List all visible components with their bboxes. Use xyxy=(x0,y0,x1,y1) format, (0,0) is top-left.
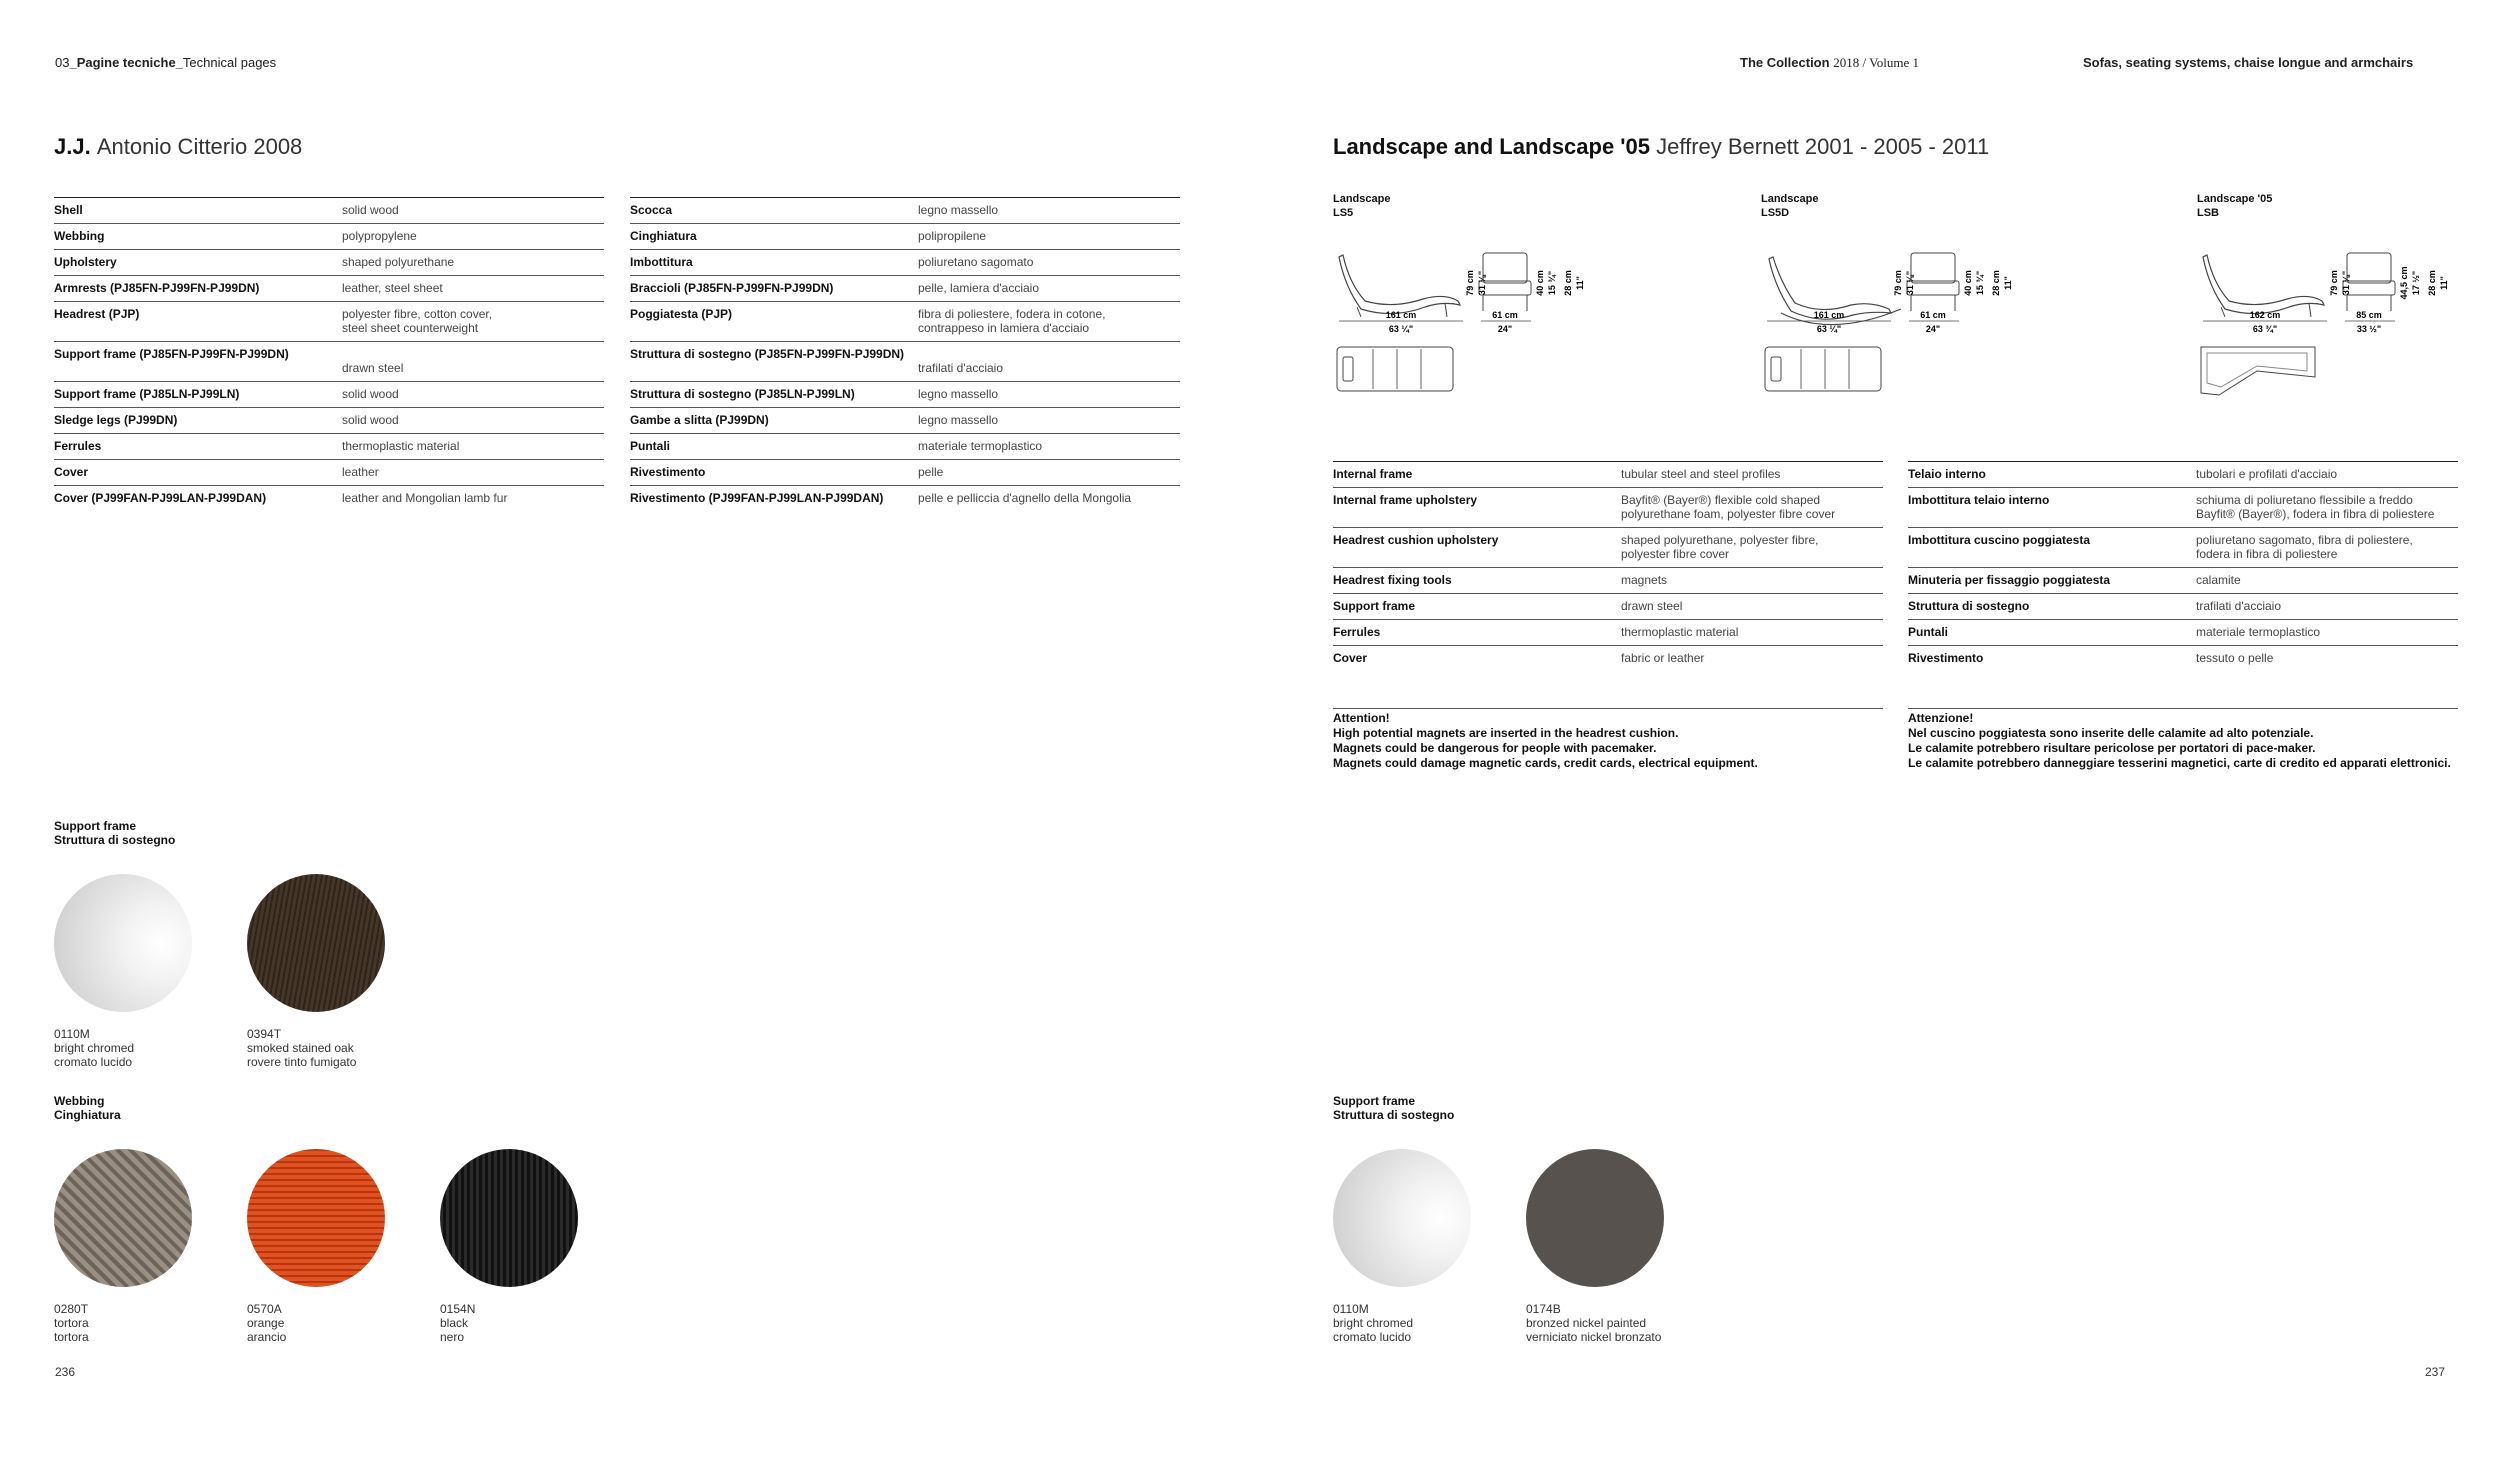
swatch-caption xyxy=(247,1027,356,1069)
spec-row xyxy=(54,198,604,224)
running-header-center xyxy=(1740,55,1919,71)
spec-value: tessuto o pelle xyxy=(2196,646,2458,672)
spec-key: Cover xyxy=(1333,646,1621,672)
swatch-en: orange xyxy=(247,1316,285,1330)
product-model: Landscape '05 xyxy=(2197,193,2273,205)
spec-key: Poggiatesta (PJP) xyxy=(630,302,918,342)
spec-key: Headrest cushion upholstery xyxy=(1333,528,1621,568)
spec-row xyxy=(1908,488,2458,528)
spec-key: Rivestimento (PJ99FAN-PJ99LAN-PJ99DAN) xyxy=(630,486,918,512)
label-en: Support frame xyxy=(54,819,137,833)
spec-row xyxy=(630,198,1180,224)
spec-key: Headrest fixing tools xyxy=(1333,568,1621,594)
top-view xyxy=(1765,347,1881,391)
spec-row xyxy=(630,434,1180,460)
spec-table-en xyxy=(54,197,604,511)
spec-key: Cover xyxy=(54,460,342,486)
dim-height-cm: 40 cm xyxy=(1535,270,1545,296)
spec-value: pelle e pelliccia d'agnello della Mongolia xyxy=(918,486,1180,512)
spec-value: polypropylene xyxy=(342,224,604,250)
spec-key: Braccioli (PJ85FN-PJ99FN-PJ99DN) xyxy=(630,276,918,302)
section-number: 03 xyxy=(55,55,70,70)
swatch-it: verniciato nickel bronzato xyxy=(1526,1330,1662,1344)
spec-value: shaped polyurethane xyxy=(342,250,604,276)
spec-value: poliuretano sagomato xyxy=(918,250,1180,276)
spec-key: Imbottitura xyxy=(630,250,918,276)
side-view xyxy=(1339,255,1460,314)
finish-swatch-0174B xyxy=(1526,1149,1664,1287)
page-number-left: 236 xyxy=(55,1365,76,1379)
spec-value: shaped polyurethane, polyester fibre, polyester fibre cover xyxy=(1621,528,1883,568)
side-view xyxy=(2203,255,2324,314)
dim-height-in: 17 ½" xyxy=(2411,270,2421,296)
dim-depth-cm: 85 cm xyxy=(2356,310,2382,320)
product-title-landscape xyxy=(1333,134,1989,160)
spec-value: materiale termoplastico xyxy=(2196,620,2458,646)
swatch-code: 0174B xyxy=(1526,1302,1561,1316)
spec-value: solid wood xyxy=(342,382,604,408)
label-it: Cinghiatura xyxy=(54,1108,121,1122)
product-label xyxy=(1333,192,1390,220)
top-view xyxy=(2201,347,2315,395)
spec-key: Struttura di sostegno (PJ85FN-PJ99FN-PJ99DN) xyxy=(630,342,918,382)
swatch-caption xyxy=(440,1302,475,1344)
spec-value: leather xyxy=(342,460,604,486)
swatch-it: cromato lucido xyxy=(1333,1330,1412,1344)
spec-row xyxy=(630,276,1180,302)
spec-row xyxy=(630,250,1180,276)
finish-swatch-0110M xyxy=(1333,1149,1471,1287)
spec-key: Internal frame upholstery xyxy=(1333,488,1621,528)
product-model: Landscape xyxy=(1333,193,1391,205)
dim-height-in: 11" xyxy=(2003,276,2013,290)
product-label xyxy=(2197,192,2272,220)
spec-key: Struttura di sostegno (PJ85LN-PJ99LN) xyxy=(630,382,918,408)
dim-width-cm: 162 cm xyxy=(2249,310,2281,320)
spec-row xyxy=(54,250,604,276)
swatch-code: 0110M xyxy=(54,1027,90,1041)
label-en: Support frame xyxy=(1333,1094,1416,1108)
spec-value: materiale termoplastico xyxy=(918,434,1180,460)
spec-key: Armrests (PJ85FN-PJ99FN-PJ99DN) xyxy=(54,276,342,302)
spec-row xyxy=(630,486,1180,512)
product-model: Landscape xyxy=(1761,193,1819,205)
spec-key: Rivestimento xyxy=(630,460,918,486)
swatch-it: nero xyxy=(440,1330,465,1344)
finish-swatch-0154N xyxy=(440,1149,578,1287)
section-title-en: Technical pages xyxy=(182,55,277,70)
spec-value: solid wood xyxy=(342,408,604,434)
product-code: LS5 xyxy=(1333,207,1354,219)
product-designer: Antonio Citterio 2008 xyxy=(96,134,303,159)
spec-key: Support frame (PJ85LN-PJ99LN) xyxy=(54,382,342,408)
label-it: Struttura di sostegno xyxy=(1333,1108,1455,1122)
product-title-jj xyxy=(54,134,302,160)
spec-key: Webbing xyxy=(54,224,342,250)
front-view-back xyxy=(2347,253,2391,283)
spec-value: trafilati d'acciaio xyxy=(918,342,1180,382)
headrest-top xyxy=(1771,357,1781,381)
spec-value: magnets xyxy=(1621,568,1883,594)
product-technical-drawing xyxy=(1333,243,1603,403)
spec-key: Support frame xyxy=(1333,594,1621,620)
product-code: LSB xyxy=(2197,207,2219,219)
finish-label-support xyxy=(1333,1094,1454,1122)
spec-row xyxy=(1908,528,2458,568)
dim-height-cm: 28 cm xyxy=(1991,270,2001,296)
swatch-en: bright chromed xyxy=(54,1041,135,1055)
leg xyxy=(2309,303,2311,317)
swatch-it: arancio xyxy=(247,1330,287,1344)
spec-key: Cover (PJ99FAN-PJ99LAN-PJ99DAN) xyxy=(54,486,342,512)
swatch-caption xyxy=(54,1027,134,1069)
spec-key: Ferrules xyxy=(54,434,342,460)
spec-table-it xyxy=(630,197,1180,511)
spec-value: fabric or leather xyxy=(1621,646,1883,672)
spec-key: Headrest (PJP) xyxy=(54,302,342,342)
swatch-code: 0570A xyxy=(247,1302,282,1316)
spec-value: fibra di poliestere, fodera in cotone, contrappeso in lamiera d'acciaio xyxy=(918,302,1180,342)
finish-swatch-0110M xyxy=(54,874,192,1012)
top-view xyxy=(1337,347,1453,391)
spec-key: Puntali xyxy=(630,434,918,460)
swatch-code: 0110M xyxy=(1333,1302,1369,1316)
attention-divider-en xyxy=(1333,708,1883,709)
front-view-back xyxy=(1483,253,1527,283)
spec-value: Bayfit® (Bayer®) flexible cold shaped polyurethane foam, polyester fibre cover xyxy=(1621,488,1883,528)
finish-swatch-0280T xyxy=(54,1149,192,1287)
spec-row xyxy=(630,302,1180,342)
spec-row xyxy=(1333,594,1883,620)
spec-row xyxy=(54,302,604,342)
spec-row xyxy=(630,342,1180,382)
spec-row xyxy=(630,460,1180,486)
product-technical-drawing xyxy=(2197,243,2467,403)
spec-row xyxy=(1908,462,2458,488)
spec-key: Puntali xyxy=(1908,620,2196,646)
spec-value: drawn steel xyxy=(342,342,604,382)
dim-width-cm: 161 cm xyxy=(1385,310,1417,320)
leg xyxy=(1445,303,1447,317)
spec-value: polyester fibre, cotton cover, steel sheet counterweight xyxy=(342,302,604,342)
spec-row xyxy=(54,408,604,434)
spec-key: Sledge legs (PJ99DN) xyxy=(54,408,342,434)
dim-height-cm: 79 cm xyxy=(1465,270,1475,296)
product-label xyxy=(1761,192,1818,220)
swatch-code: 0154N xyxy=(440,1302,476,1316)
spec-row xyxy=(630,382,1180,408)
spec-row xyxy=(1333,620,1883,646)
spec-value: drawn steel xyxy=(1621,594,1883,620)
dim-height-cm: 44,5 cm xyxy=(2399,266,2409,300)
section-title-it: _Pagine tecniche_ xyxy=(69,55,183,70)
spec-key: Cinghiatura xyxy=(630,224,918,250)
swatch-en: smoked stained oak xyxy=(247,1041,354,1055)
attention-note-en: Attention! High potential magnets are inserted in the headrest cushion. Magnets could be dangerous for people with pacemaker. Magnets could damage magnetic cards, credit cards, electrical equipment. xyxy=(1333,711,1758,770)
swatch-it: rovere tinto fumigato xyxy=(247,1055,357,1069)
spec-row xyxy=(1333,528,1883,568)
dim-depth-cm: 61 cm xyxy=(1492,310,1518,320)
spec-value: pelle xyxy=(918,460,1180,486)
spec-row xyxy=(54,434,604,460)
spec-row xyxy=(54,460,604,486)
dim-height-cm: 28 cm xyxy=(2427,270,2437,296)
swatch-code: 0394T xyxy=(247,1027,282,1041)
finish-swatch-0394T xyxy=(247,874,385,1012)
headrest-top xyxy=(1343,357,1353,381)
spec-value: tubolari e profilati d'acciaio xyxy=(2196,462,2458,488)
dim-depth-in: 24" xyxy=(1925,324,1941,334)
spec-value: legno massello xyxy=(918,198,1180,224)
spec-key: Imbottitura cuscino poggiatesta xyxy=(1908,528,2196,568)
dim-height-in: 15 ¾" xyxy=(1975,270,1985,296)
spec-row xyxy=(1333,462,1883,488)
spec-key: Struttura di sostegno xyxy=(1908,594,2196,620)
spec-value: leather, steel sheet xyxy=(342,276,604,302)
spec-row xyxy=(1333,488,1883,528)
dim-height-cm: 79 cm xyxy=(2329,270,2339,296)
finish-swatch-0570A xyxy=(247,1149,385,1287)
spec-row xyxy=(54,486,604,512)
swatch-code: 0280T xyxy=(54,1302,89,1316)
finish-label-support xyxy=(54,819,175,847)
spec-row xyxy=(1333,568,1883,594)
product-technical-drawing xyxy=(1761,243,2031,403)
dim-height-in: 11" xyxy=(2439,276,2449,290)
spec-row xyxy=(630,224,1180,250)
dim-width-cm: 161 cm xyxy=(1813,310,1845,320)
spec-row xyxy=(54,342,604,382)
spec-value: schiuma di poliuretano flessibile a freddo Bayfit® (Bayer®), fodera in fibra di poliestere xyxy=(2196,488,2458,528)
spec-row xyxy=(54,382,604,408)
running-header-left xyxy=(55,55,276,70)
swatch-caption xyxy=(54,1302,89,1344)
swatch-en: bright chromed xyxy=(1333,1316,1414,1330)
spec-row xyxy=(54,224,604,250)
swatch-caption xyxy=(247,1302,286,1344)
spec-table-en xyxy=(1333,461,1883,671)
dim-depth-in: 33 ½" xyxy=(2356,324,2382,334)
dim-depth-in: 24" xyxy=(1497,324,1513,334)
dim-height-in: 31 ⅛" xyxy=(1477,270,1487,296)
swatch-it: tortora xyxy=(54,1330,89,1344)
dim-width-in: 63 ¼" xyxy=(1816,324,1842,334)
dim-height-in: 11" xyxy=(1575,276,1585,290)
spec-key: Rivestimento xyxy=(1908,646,2196,672)
finish-label-webbing xyxy=(54,1094,121,1122)
product-designer: Jeffrey Bernett 2001 - 2005 - 2011 xyxy=(1656,134,1990,159)
spec-row xyxy=(630,408,1180,434)
spec-row xyxy=(54,276,604,302)
spec-key: Scocca xyxy=(630,198,918,224)
spec-key: Minuteria per fissaggio poggiatesta xyxy=(1908,568,2196,594)
spec-value: tubular steel and steel profiles xyxy=(1621,462,1883,488)
product-name: J.J. xyxy=(54,134,91,159)
spec-row xyxy=(1333,646,1883,672)
dim-height-in: 15 ¾" xyxy=(1547,270,1557,296)
spec-key: Gambe a slitta (PJ99DN) xyxy=(630,408,918,434)
spec-value: pelle, lamiera d'acciaio xyxy=(918,276,1180,302)
swatch-it: cromato lucido xyxy=(54,1055,133,1069)
dim-depth-cm: 61 cm xyxy=(1920,310,1946,320)
top-view-inner xyxy=(2207,353,2307,387)
spec-key: Telaio interno xyxy=(1908,462,2196,488)
spec-key: Ferrules xyxy=(1333,620,1621,646)
spec-value: leather and Mongolian lamb fur xyxy=(342,486,604,512)
spec-key: Imbottitura telaio interno xyxy=(1908,488,2196,528)
spec-row xyxy=(1908,594,2458,620)
spec-value: polipropilene xyxy=(918,224,1180,250)
collection-volume: 2018 / Volume 1 xyxy=(1833,55,1920,70)
spec-key: Shell xyxy=(54,198,342,224)
attention-note-it: Attenzione! Nel cuscino poggiatesta sono inserite delle calamite ad alto potenziale. Le calamite potrebbero risultare pericolose per portatori di pace-maker. Le calamite potrebbero danneggiare tesserini magnetici, carte di credito ed apparati elettronici. xyxy=(1908,711,2451,770)
spec-value: thermoplastic material xyxy=(1621,620,1883,646)
spec-value: solid wood xyxy=(342,198,604,224)
spec-value: calamite xyxy=(2196,568,2458,594)
spec-value: poliuretano sagomato, fibra di poliestere, fodera in fibra di poliestere xyxy=(2196,528,2458,568)
swatch-caption xyxy=(1526,1302,1661,1344)
swatch-en: black xyxy=(440,1316,469,1330)
swatch-en: bronzed nickel painted xyxy=(1526,1316,1647,1330)
page-number-right: 237 xyxy=(2425,1365,2446,1379)
spec-value: legno massello xyxy=(918,408,1180,434)
dim-height-in: 31 ⅛" xyxy=(1905,270,1915,296)
spec-row xyxy=(1908,646,2458,672)
spec-key: Support frame (PJ85FN-PJ99FN-PJ99DN) xyxy=(54,342,342,382)
dim-height-in: 31 ⅛" xyxy=(2341,270,2351,296)
spec-value: trafilati d'acciaio xyxy=(2196,594,2458,620)
label-it: Struttura di sostegno xyxy=(54,833,176,847)
spec-value: legno massello xyxy=(918,382,1180,408)
product-code: LS5D xyxy=(1761,207,1790,219)
dim-width-in: 63 ¼" xyxy=(1388,324,1414,334)
dim-height-cm: 28 cm xyxy=(1563,270,1573,296)
product-name: Landscape and Landscape '05 xyxy=(1333,134,1651,159)
dim-width-in: 63 ¾" xyxy=(2252,324,2278,334)
spec-key: Upholstery xyxy=(54,250,342,276)
collection-name: The Collection xyxy=(1740,55,1830,70)
dim-height-cm: 79 cm xyxy=(1893,270,1903,296)
front-view-back xyxy=(1911,253,1955,283)
swatch-en: tortora xyxy=(54,1316,89,1330)
spec-key: Internal frame xyxy=(1333,462,1621,488)
swatch-caption xyxy=(1333,1302,1413,1344)
spec-row xyxy=(1908,620,2458,646)
attention-divider-it xyxy=(1908,708,2458,709)
spec-table-it xyxy=(1908,461,2458,671)
dim-height-cm: 40 cm xyxy=(1963,270,1973,296)
spec-row xyxy=(1908,568,2458,594)
spec-value: thermoplastic material xyxy=(342,434,604,460)
label-en: Webbing xyxy=(54,1094,105,1108)
running-header-right: Sofas, seating systems, chaise longue and armchairs xyxy=(2083,55,2414,70)
